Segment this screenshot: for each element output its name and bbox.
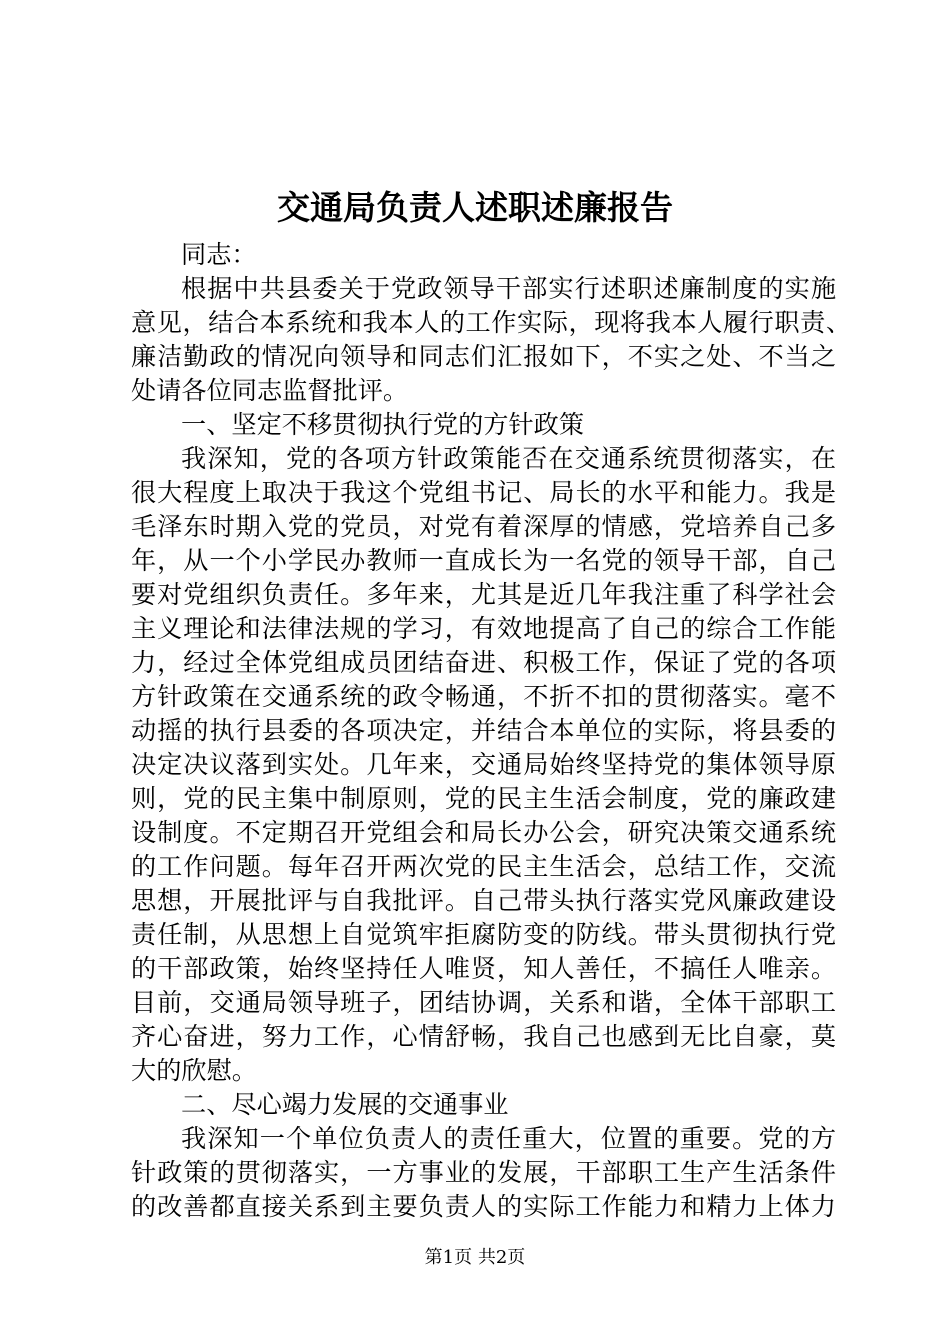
body-line: 主义理论和法律法规的学习，有效地提高了自己的综合工作能 (131, 614, 836, 643)
body-line: 廉洁勤政的情况向领导和同志们汇报如下，不实之处、不当之 (131, 342, 836, 371)
body-line: 针政策的贯彻落实，一方事业的发展，干部职工生产生活条件 (131, 1158, 836, 1187)
body-line: 处请各位同志监督批评。 (131, 376, 409, 405)
body-line: 要对党组织负责任。多年来，尤其是近几年我注重了科学社会 (131, 580, 836, 609)
body-line: 年，从一个小学民办教师一直成长为一名党的领导干部，自己 (131, 546, 836, 575)
body-line: 方针政策在交通系统的政令畅通，不折不扣的贯彻落实。毫不 (131, 682, 836, 711)
body-line: 目前，交通局领导班子，团结协调，关系和谐，全体干部职工 (131, 988, 836, 1017)
body-line: 齐心奋进，努力工作，心情舒畅，我自己也感到无比自豪，莫 (131, 1022, 836, 1051)
body-line: 的工作问题。每年召开两次党的民主生活会，总结工作，交流 (131, 852, 836, 881)
section-heading: 二、尽心竭力发展的交通事业 (181, 1090, 509, 1119)
body-line: 力，经过全体党组成员团结奋进、积极工作，保证了党的各项 (131, 648, 836, 677)
document-title: 交通局负责人述职述廉报告 (277, 188, 673, 227)
body-line: 思想，开展批评与自我批评。自己带头执行落实党风廉政建设 (131, 886, 836, 915)
page-footer: 第1页 共2页 (424, 1247, 526, 1268)
body-line: 我深知，党的各项方针政策能否在交通系统贯彻落实，在 (181, 444, 836, 473)
body-line: 很大程度上取决于我这个党组书记、局长的水平和能力。我是 (131, 478, 836, 507)
body-line: 大的欣慰。 (131, 1056, 257, 1085)
body-line: 毛泽东时期入党的党员，对党有着深厚的情感，党培养自己多 (131, 512, 836, 541)
body-line: 我深知一个单位负责人的责任重大，位置的重要。党的方 (181, 1124, 836, 1153)
body-line: 则，党的民主集中制原则，党的民主生活会制度，党的廉政建 (131, 784, 836, 813)
section-heading: 一、坚定不移贯彻执行党的方针政策 (181, 410, 584, 439)
body-line: 的改善都直接关系到主要负责人的实际工作能力和精力上体力 (131, 1192, 836, 1221)
body-line: 根据中共县委关于党政领导干部实行述职述廉制度的实施 (181, 274, 836, 303)
body-line: 的干部政策，始终坚持任人唯贤，知人善任，不搞任人唯亲。 (131, 954, 836, 983)
body-line: 决定决议落到实处。几年来，交通局始终坚持党的集体领导原 (131, 750, 836, 779)
salutation: 同志： (181, 240, 257, 269)
body-line: 责任制，从思想上自觉筑牢拒腐防变的防线。带头贯彻执行党 (131, 920, 836, 949)
body-line: 意见，结合本系统和我本人的工作实际，现将我本人履行职责、 (131, 308, 851, 337)
body-line: 设制度。不定期召开党组会和局长办公会，研究决策交通系统 (131, 818, 836, 847)
body-line: 动摇的执行县委的各项决定，并结合本单位的实际，将县委的 (131, 716, 836, 745)
